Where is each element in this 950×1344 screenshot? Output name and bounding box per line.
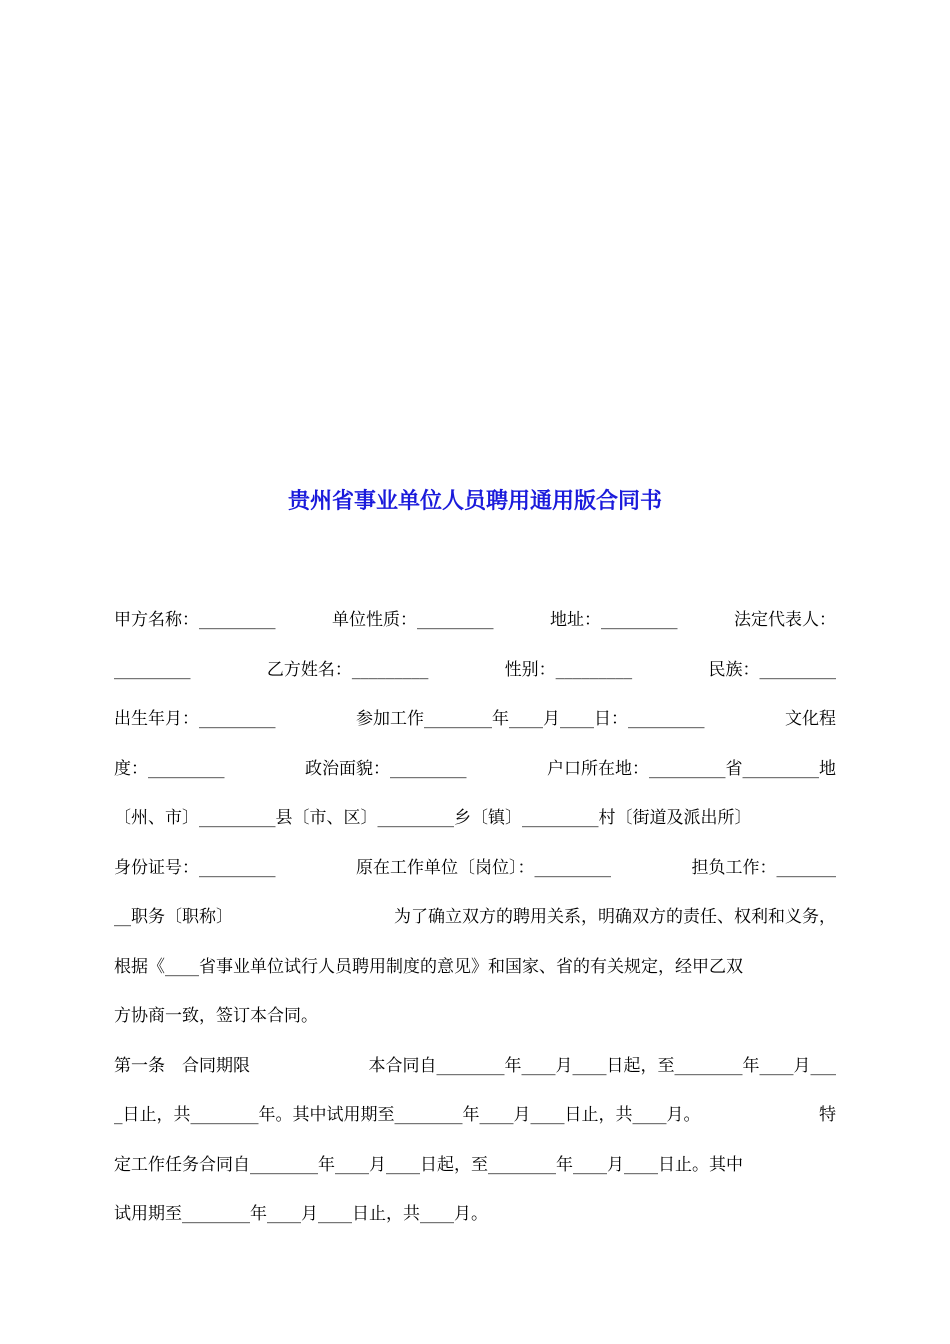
field-original-unit: 原在工作单位〔岗位〕：_________ (356, 858, 611, 878)
text-line-8 (114, 950, 836, 984)
paragraph-text: 特 (819, 1105, 836, 1125)
paragraph-text: 根据《____省事业单位试行人员聘用制度的意见》和国家、省的有关规定，经甲乙双 (114, 957, 743, 977)
text-line-2 (114, 653, 836, 687)
article-heading: 第一条 合同期限 (114, 1056, 250, 1076)
field-party-a-name: 甲方名称：_________ (114, 610, 276, 630)
field-position-title: __职务〔职称〕 (114, 907, 233, 927)
text-line-1 (114, 603, 836, 637)
field-legal-representative: 法定代表人： (734, 610, 836, 630)
field-id-number: 身份证号：_________ (114, 858, 276, 878)
document-title: 贵州省事业单位人员聘用通用版合同书 (287, 489, 662, 514)
field-work-start: 参加工作________年____月____日：_________ (356, 709, 705, 729)
contract-term-text: 本合同自________年____月____日起，至________年____月___ (368, 1056, 836, 1076)
field-household-detail: 〔州、市〕_________县〔市、区〕_________乡〔镇〕_________村〔街道及派出所〕 (114, 808, 752, 828)
field-household-location: 户口所在地：_________省_________地 (547, 759, 836, 779)
field-unit-nature: 单位性质：_________ (332, 610, 494, 630)
text-line-13 (114, 1197, 836, 1231)
paragraph-text: 定工作任务合同自________年____月____日起，至________年____月____日止。其中 (114, 1155, 743, 1175)
text-line-12 (114, 1148, 836, 1182)
field-assigned-work: 担负工作：_______ (691, 858, 836, 878)
text-line-6 (114, 851, 836, 885)
field-blank: _________ (114, 660, 191, 680)
field-education-end: 度：_________ (114, 759, 225, 779)
paragraph-text: 为了确立双方的聘用关系，明确双方的责任、权利和义务， (394, 907, 836, 927)
field-education-start: 文化程 (785, 709, 836, 729)
contract-term-text: _日止，共________年。其中试用期至________年____月____日止，共____月。 (114, 1105, 701, 1125)
paragraph-text: 方协商一致，签订本合同。 (114, 1006, 318, 1026)
text-line-3 (114, 702, 836, 736)
paragraph-text: 试用期至________年____月____日止，共____月。 (114, 1204, 488, 1224)
field-party-b-name: 乙方姓名：_________ (266, 660, 429, 680)
text-line-11 (114, 1098, 836, 1132)
text-line-4 (114, 752, 836, 786)
field-political-status: 政治面貌：_________ (305, 759, 467, 779)
text-line-7 (114, 900, 836, 934)
text-line-9 (114, 999, 836, 1033)
text-line-5 (114, 801, 836, 835)
text-line-10 (114, 1049, 836, 1083)
field-gender: 性别：_________ (504, 660, 633, 680)
field-ethnicity: 民族：_________ (708, 660, 836, 680)
field-address: 地址：_________ (550, 610, 678, 630)
field-birth-date: 出生年月：_________ (114, 709, 276, 729)
